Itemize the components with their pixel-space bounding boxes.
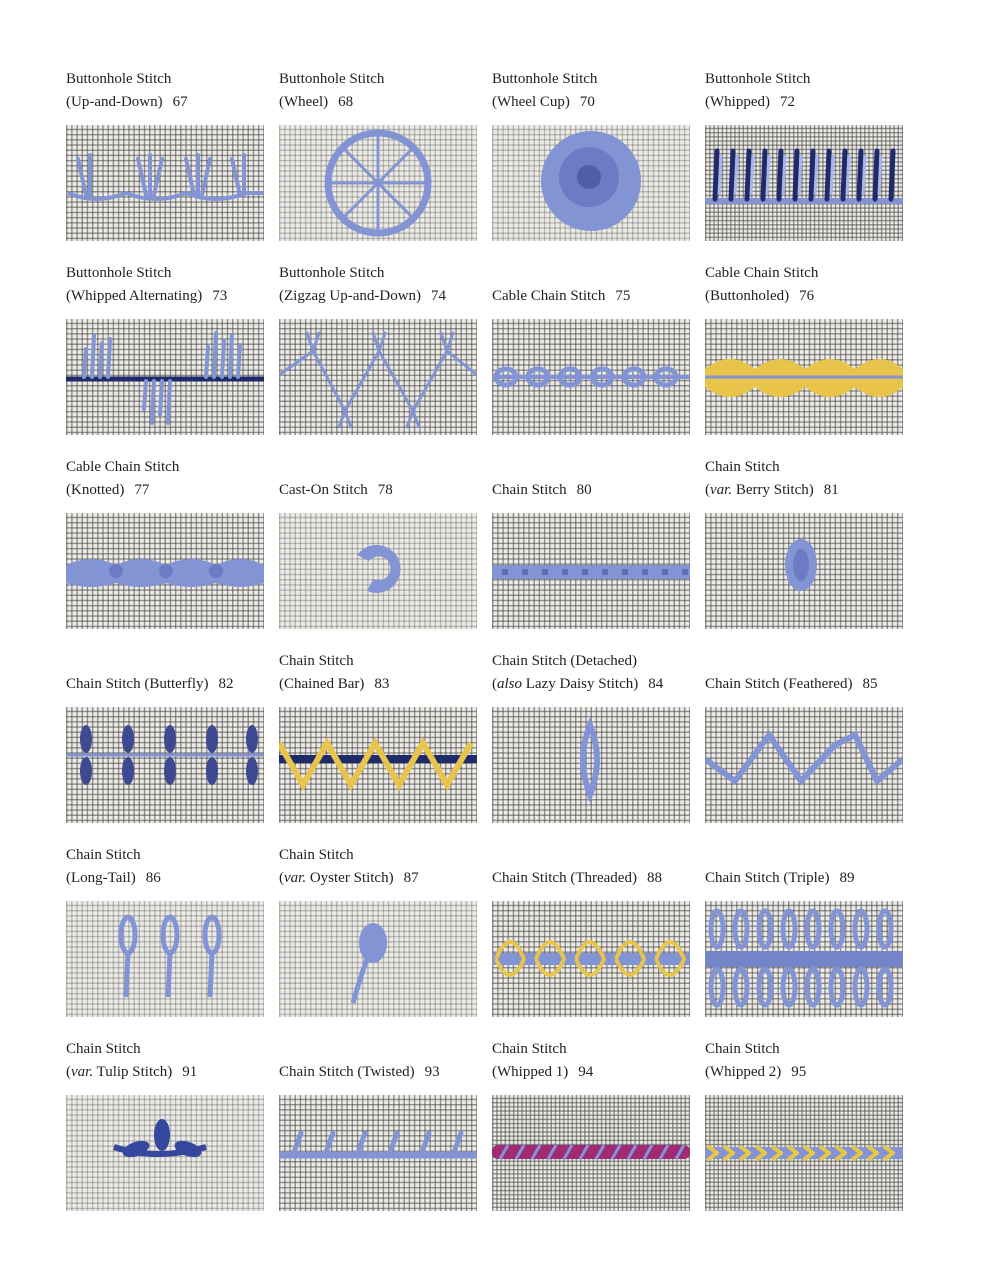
- stitch-photo: [705, 1095, 903, 1211]
- stitch-variant: (Zigzag Up-and-Down): [279, 288, 422, 304]
- stitch-name: Buttonhole Stitch: [66, 71, 172, 87]
- stitch-entry: [492, 456, 690, 650]
- stitch-caption: Chain Stitch (var. Tulip Stitch) 91: [66, 1038, 264, 1086]
- stitch-variant: Cast-On Stitch: [279, 482, 368, 498]
- stitch-variant: (Whipped Alternating): [66, 288, 203, 304]
- page-number: 78: [377, 482, 393, 498]
- stitch-variant: (Whipped 2): [705, 1064, 782, 1080]
- stitch-caption: [66, 68, 264, 116]
- stitch-photo: [279, 707, 477, 823]
- page-number: 84: [648, 676, 664, 692]
- stitch-entry: [705, 844, 903, 1038]
- stitch-entry: [705, 1038, 903, 1232]
- stitch-entry: [66, 1038, 264, 1232]
- stitch-name: Buttonhole Stitch: [66, 265, 172, 281]
- stitch-name: Buttonhole Stitch: [705, 71, 811, 87]
- stitch-caption: Chain Stitch (Detached) (also Lazy Daisy Stitch) 84: [492, 650, 690, 698]
- stitch-name: Buttonhole Stitch: [492, 71, 598, 87]
- page-number: 85: [862, 676, 878, 692]
- page-number: 70: [579, 94, 595, 110]
- page-number: 73: [212, 288, 228, 304]
- stitch-photo: [66, 125, 264, 241]
- stitch-variant: Chain Stitch (Threaded): [492, 870, 637, 886]
- stitch-caption: [492, 456, 690, 504]
- stitch-photo: [705, 319, 903, 435]
- stitch-caption: [66, 650, 264, 698]
- stitch-variant: Oyster Stitch): [306, 870, 394, 886]
- stitch-variant: (Chained Bar): [279, 676, 365, 692]
- stitch-variant: Tulip Stitch): [93, 1064, 173, 1080]
- stitch-caption: [279, 456, 477, 504]
- stitch-name: Chain Stitch: [66, 847, 141, 863]
- page-number: 91: [182, 1064, 198, 1080]
- stitch-entry: [279, 650, 477, 844]
- stitch-photo: [492, 513, 690, 629]
- stitch-name: Chain Stitch: [705, 459, 780, 475]
- stitch-variant: Lazy Daisy Stitch): [522, 676, 639, 692]
- page-number: 88: [646, 870, 662, 886]
- stitch-photo: [492, 319, 690, 435]
- stitch-caption: [492, 1038, 690, 1086]
- stitch-caption: [66, 456, 264, 504]
- stitch-variant: Chain Stitch (Triple): [705, 870, 830, 886]
- page-number: 87: [403, 870, 419, 886]
- stitch-variant: Cable Chain Stitch: [492, 288, 606, 304]
- stitch-photo: [279, 319, 477, 435]
- stitch-entry: [66, 262, 264, 456]
- page-number: 89: [839, 870, 855, 886]
- stitch-variant: (Whipped): [705, 94, 770, 110]
- stitch-entry: [66, 456, 264, 650]
- stitch-caption: [279, 1038, 477, 1086]
- stitch-entry: [66, 68, 264, 262]
- stitch-name: Chain Stitch (Detached): [492, 653, 637, 669]
- stitch-entry: [492, 650, 690, 844]
- stitch-variant: (Whipped 1): [492, 1064, 569, 1080]
- page-number: 72: [779, 94, 795, 110]
- stitch-entry: [279, 1038, 477, 1232]
- stitch-variant: (Wheel): [279, 94, 329, 110]
- stitch-photo: [66, 1095, 264, 1211]
- page-number: 95: [791, 1064, 807, 1080]
- stitch-entry: [705, 650, 903, 844]
- stitch-entry: [66, 650, 264, 844]
- stitch-name: Buttonhole Stitch: [279, 265, 385, 281]
- stitch-variant: Chain Stitch (Feathered): [705, 676, 853, 692]
- page-number: 80: [576, 482, 592, 498]
- stitch-photo: [66, 319, 264, 435]
- stitch-name: Cable Chain Stitch: [66, 459, 180, 475]
- stitch-photo: [66, 707, 264, 823]
- stitch-photo: [279, 125, 477, 241]
- stitch-variant: Berry Stitch): [732, 482, 814, 498]
- stitch-caption: [279, 650, 477, 698]
- page-number: 77: [134, 482, 150, 498]
- stitch-caption: [492, 68, 690, 116]
- page-number: 83: [374, 676, 390, 692]
- stitch-photo: [66, 513, 264, 629]
- stitch-entry: [492, 262, 690, 456]
- stitch-variant: Chain Stitch: [492, 482, 567, 498]
- stitch-name: Buttonhole Stitch: [279, 71, 385, 87]
- stitch-entry: [492, 1038, 690, 1232]
- stitch-photo: [492, 125, 690, 241]
- page-number: 76: [799, 288, 815, 304]
- stitch-catalog-grid: [66, 68, 903, 1232]
- stitch-name: Chain Stitch: [492, 1041, 567, 1057]
- page-number: 94: [578, 1064, 594, 1080]
- stitch-photo: [66, 901, 264, 1017]
- stitch-photo: [492, 901, 690, 1017]
- page-number: 74: [431, 288, 447, 304]
- stitch-variant: (Knotted): [66, 482, 125, 498]
- stitch-caption: Chain Stitch (var. Berry Stitch) 81: [705, 456, 903, 504]
- stitch-photo: [705, 707, 903, 823]
- stitch-photo: [705, 125, 903, 241]
- page-number: 81: [823, 482, 839, 498]
- stitch-caption: [66, 844, 264, 892]
- page-number: 93: [424, 1064, 440, 1080]
- stitch-caption: [705, 68, 903, 116]
- page-number: 86: [145, 870, 161, 886]
- stitch-variant: (Long-Tail): [66, 870, 136, 886]
- stitch-caption: [66, 262, 264, 310]
- page-number: 68: [338, 94, 354, 110]
- stitch-name: Chain Stitch: [279, 653, 354, 669]
- stitch-entry: [279, 68, 477, 262]
- stitch-entry: [66, 844, 264, 1038]
- stitch-variant: Chain Stitch (Twisted): [279, 1064, 415, 1080]
- stitch-photo: [492, 707, 690, 823]
- stitch-caption: [705, 844, 903, 892]
- stitch-photo: [492, 1095, 690, 1211]
- stitch-photo: [279, 901, 477, 1017]
- stitch-photo: [705, 513, 903, 629]
- stitch-name: Cable Chain Stitch: [705, 265, 819, 281]
- stitch-entry: [705, 262, 903, 456]
- stitch-variant: (Buttonholed): [705, 288, 790, 304]
- page-number: 75: [615, 288, 631, 304]
- stitch-entry: [705, 456, 903, 650]
- stitch-photo: [705, 901, 903, 1017]
- stitch-variant: (Wheel Cup): [492, 94, 570, 110]
- page-number: 82: [218, 676, 234, 692]
- stitch-entry: [279, 262, 477, 456]
- stitch-name: Chain Stitch: [705, 1041, 780, 1057]
- stitch-entry: [279, 844, 477, 1038]
- stitch-name: Chain Stitch: [66, 1041, 141, 1057]
- stitch-caption: [492, 844, 690, 892]
- stitch-caption: [705, 262, 903, 310]
- stitch-entry: [279, 456, 477, 650]
- stitch-entry: [492, 844, 690, 1038]
- stitch-caption: [279, 262, 477, 310]
- stitch-entry: [492, 68, 690, 262]
- stitch-name: Chain Stitch: [279, 847, 354, 863]
- stitch-photo: [279, 1095, 477, 1211]
- stitch-entry: [705, 68, 903, 262]
- stitch-caption: [705, 1038, 903, 1086]
- stitch-caption: [492, 262, 690, 310]
- stitch-photo: [279, 513, 477, 629]
- page-number: 67: [172, 94, 188, 110]
- stitch-variant: (Up-and-Down): [66, 94, 163, 110]
- stitch-caption: Chain Stitch (var. Oyster Stitch) 87: [279, 844, 477, 892]
- stitch-caption: [705, 650, 903, 698]
- stitch-caption: [279, 68, 477, 116]
- stitch-variant: Chain Stitch (Butterfly): [66, 676, 209, 692]
